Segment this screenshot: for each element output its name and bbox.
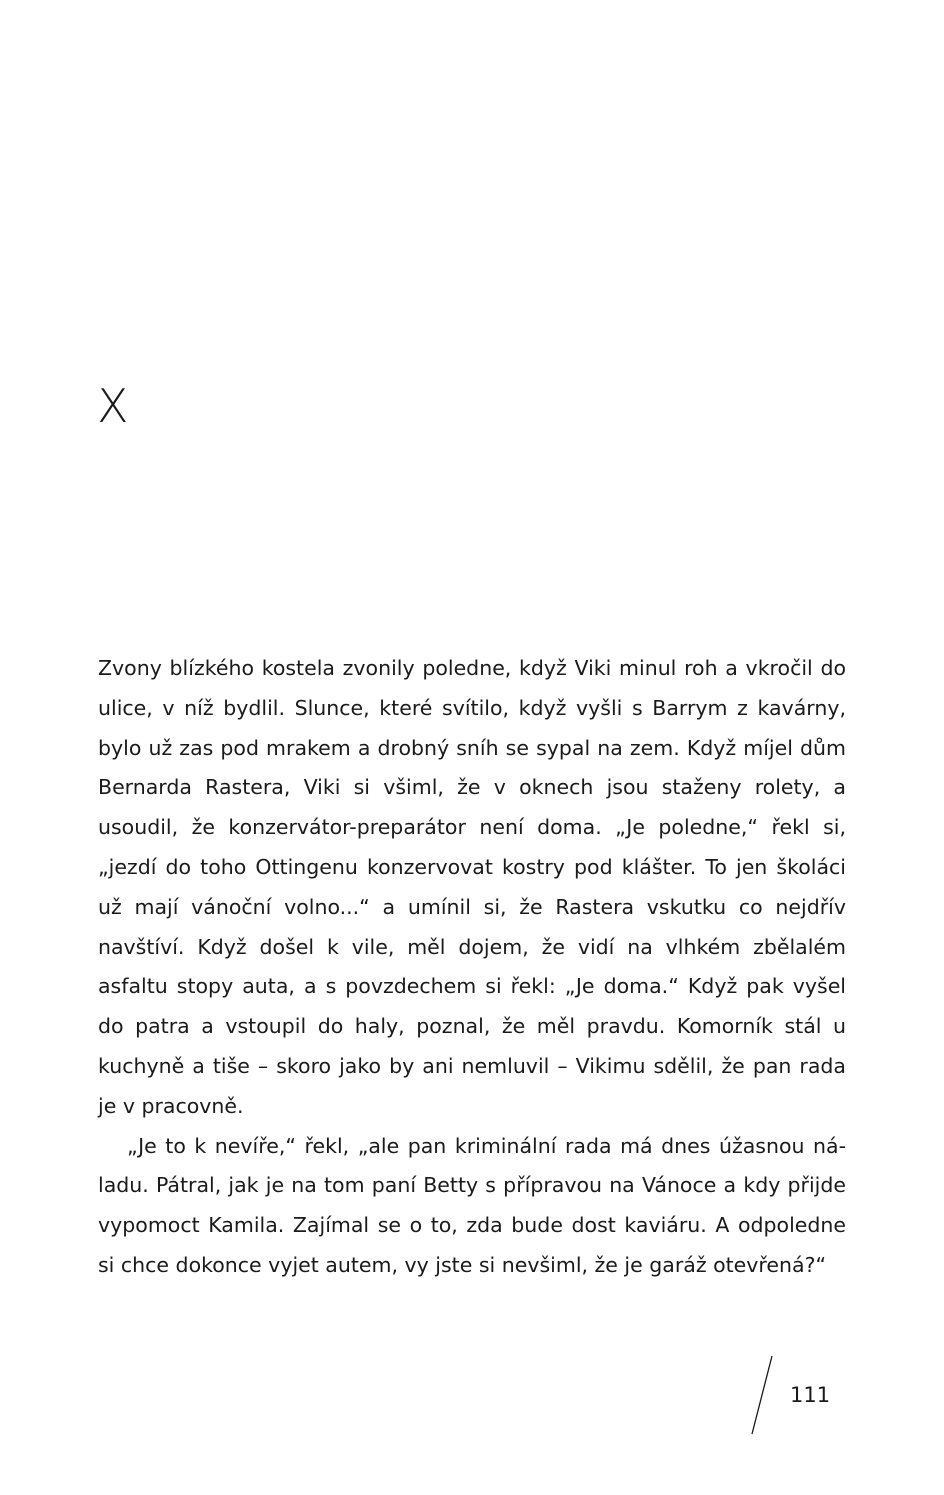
slash-divider xyxy=(745,1354,775,1436)
page-footer xyxy=(745,1354,855,1436)
paragraph-1: Zvony blízkého kostela zvonily poledne, když Viki minul roh a vkročil do ulice, v níž bydlil. Slunce, které svítilo, když vyšli s Barrym z kavárny, bylo už zas pod mrakem a drobný sníh se sypal na zem. Když míjel dům Bernarda Rastera, Viki si všiml, že v oknech jsou staženy rolety, a usoudil, že konzervátor-preparátor není doma. „Je poledne,“ řekl si, „jezdí do toho Ottingenu konzervovat kostry pod klášter. To jen školáci už mají vánoční volno...“ a umínil si, že Rastera vskutku co nejdřív navštíví. Když došel k vile, měl dojem, že vidí na vlhkém zbělalém asfaltu stopy auta, a s povzdechem si řekl: „Je doma.“ Když pak vyšel do patra a vstoupil do haly, poznal, že měl pravdu. Komorník stál u kuchyně a tiše – skoro jako by ani nemluvil – Vikimu sdělil, že pan rada je v pracovně. xyxy=(98,656,846,1118)
body-text xyxy=(98,649,846,1286)
paragraph-2: „Je to k nevíře,“ řekl, „ale pan kriminální rada má dnes úžasnou náladu. Pátral, jak je na tom paní Betty s přípravou na Vánoce a kdy přijde vypomoct Kamila. Zajímal se o to, zda bude dost kaviáru. A odpoledne si chce dokonce vyjet autem, vy jste si nevšiml, že je garáž otevřená?“ xyxy=(98,1133,846,1277)
page-number: 111 xyxy=(790,1383,831,1407)
chapter-title: X xyxy=(97,379,129,433)
